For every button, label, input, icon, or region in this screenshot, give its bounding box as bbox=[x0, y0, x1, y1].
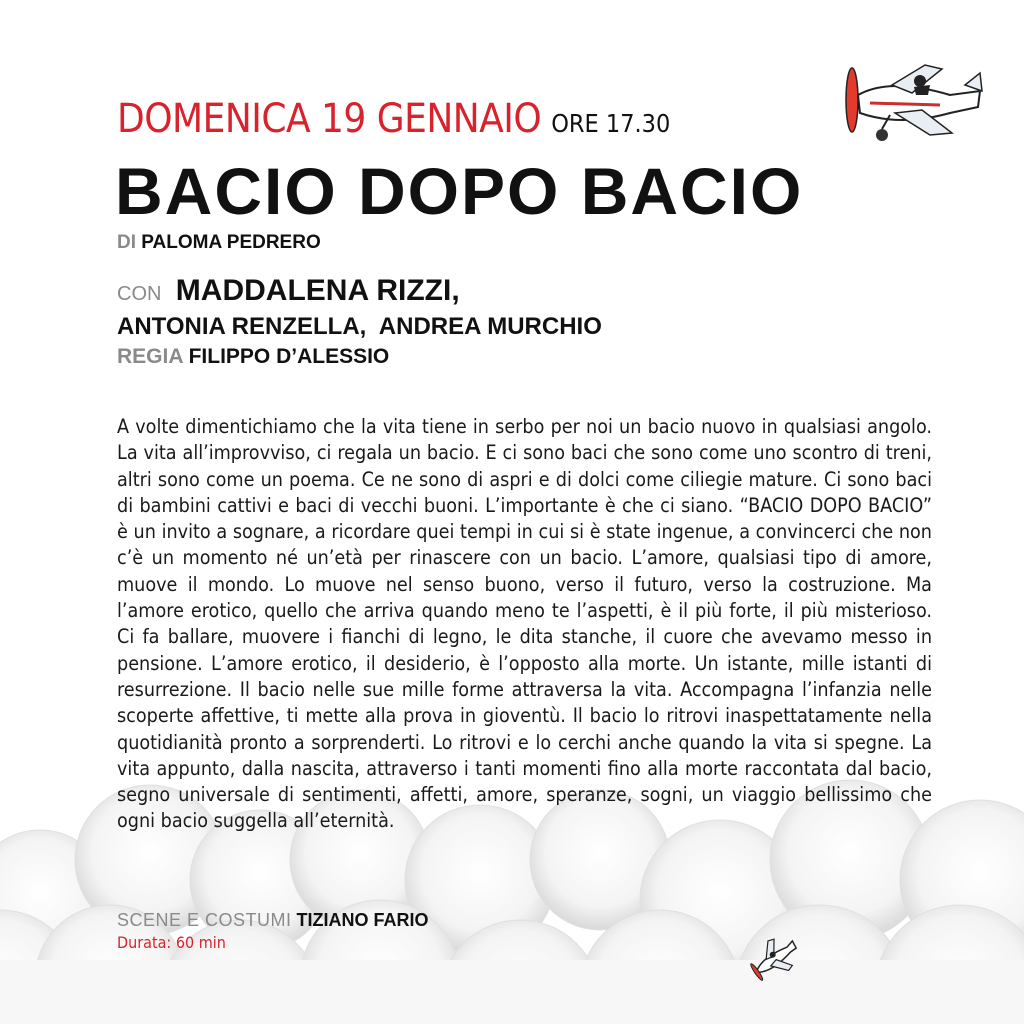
event-day: DOMENICA 19 GENNAIO bbox=[117, 96, 542, 142]
direction-credit bbox=[117, 345, 389, 369]
director-name: FILIPPO D’ALESSIO bbox=[188, 345, 390, 368]
small-airplane-illustration bbox=[745, 928, 805, 988]
scenery-prefix: SCENE E COSTUMI bbox=[117, 910, 292, 930]
event-time: ORE 17.30 bbox=[551, 109, 671, 138]
cast-line-2 bbox=[117, 313, 602, 341]
airplane-illustration bbox=[830, 55, 985, 170]
cast-names: ANTONIA RENZELLA, ANDREA MURCHIO bbox=[117, 313, 602, 340]
event-date bbox=[117, 96, 670, 142]
description-block bbox=[117, 414, 932, 835]
cast-credit bbox=[117, 274, 460, 308]
show-title: BACIO DOPO BACIO bbox=[115, 154, 804, 228]
description-paragraph: A volte dimentichiamo che la vita tiene in serbo per noi un bacio nuovo in qualsiasi angolo. La vita all’improvviso, ci regala un bacio. E ci sono baci che sono come uno scontro di treni, altri sono come un poema. Ce ne sono di aspri e di dolci come ciliegie mature. Ci sono baci di bambini cattivi e baci di vecchi buoni. L’importante è che ci siano. “BACIO DOPO BACIO” è un invito a sognare, a ricordare quei tempi in cui si è state ingenue, a convincerci che non c’è un momento né un’età per rinascere con un bacio. L’amore, qualsiasi tipo di amore, muove il mondo. Lo muove nel senso buono, verso il futuro, verso la costruzione. Ma l’amore erotico, quello che arriva quando meno te l’aspetti, è il più forte, il più misterioso. Ci fa ballare, muovere i fianchi di legno, le dita stanche, il cuore che avevamo messo in pensione. L’amore erotico, il desiderio, è l’opposto alla morte. Un istante, mille istanti di resurrezione. Il bacio nelle sue mille forme attraversa la vita. Accompagna l’infanzia nelle scoperte affettive, ti mette alla prova in gioventù. Il bacio lo ritrovi inaspettatamente nella quotidianità pronto a sorprenderti. Lo ritrovi e lo cerchi anche quando la vita si spegne. La vita appunto, dalla nascita, attraverso i tanti momenti fino alla morte raccontata dal bacio, segno universale di sentimenti, affetti, amore, speranze, sogni, un viaggio bellissimo che ogni bacio suggella all’eternità. bbox=[117, 415, 932, 833]
author-prefix: DI bbox=[117, 232, 136, 253]
scenery-name: TIZIANO FARIO bbox=[296, 910, 429, 930]
author-credit bbox=[117, 232, 321, 254]
duration-label: Durata: 60 min bbox=[117, 933, 226, 952]
direction-prefix: REGIA bbox=[117, 345, 183, 368]
cast-prefix: CON bbox=[117, 283, 162, 305]
author-name: PALOMA PEDRERO bbox=[141, 232, 321, 253]
scenery-credit bbox=[117, 910, 429, 931]
cast-line-1: MADDALENA RIZZI, bbox=[175, 274, 460, 307]
